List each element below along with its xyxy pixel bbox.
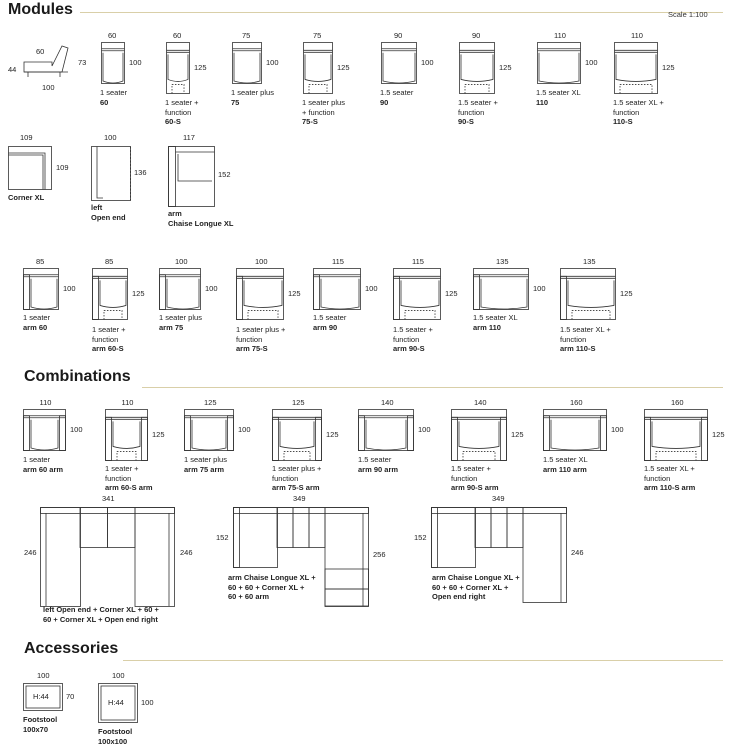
combinations_row1-code-2: arm 75 arm <box>184 464 225 474</box>
combo-1-width: 349 <box>293 494 306 503</box>
open-end-depth: 136 <box>134 168 147 177</box>
armrest-right <box>142 417 148 460</box>
combinations_row1-label-0: 1 seater <box>23 455 51 464</box>
modules_row3-caption-3 <box>236 325 285 354</box>
modules_row1-depth-5: 125 <box>499 63 512 72</box>
modules_row3-drawing-3 <box>236 268 284 320</box>
modules_row1-caption-6 <box>536 88 581 107</box>
modules_row3-label-1: 1 seater + <box>92 325 126 334</box>
footstool-code-1: 100x100 <box>98 736 128 746</box>
combinations_row1-caption-2 <box>184 455 227 474</box>
footstool-width-1: 100 <box>112 671 125 680</box>
modules_row1-drawing-4 <box>381 42 417 84</box>
armrest-left <box>561 276 567 319</box>
modules_row1-sublabel-5: function <box>458 107 485 117</box>
combinations_row1-drawing-1 <box>105 409 148 461</box>
modules_row3-caption-6 <box>473 313 518 332</box>
footstool-label-0: Footstool <box>23 715 58 724</box>
modules_row1-depth-4: 100 <box>421 58 434 67</box>
function-extension <box>117 451 136 460</box>
footstool-caption-0 <box>23 715 57 734</box>
combinations_row1-drawing-4 <box>358 409 414 451</box>
modules_row1-code-5: 90-S <box>458 117 474 126</box>
modules_row3-drawing-1 <box>92 268 128 320</box>
combinations_row1-caption-0 <box>23 455 63 474</box>
combo-0-width: 341 <box>102 494 115 503</box>
function-extension <box>104 310 122 319</box>
combo-2-label-1: arm Chaise Longue XL + <box>432 573 520 582</box>
combo-1-depth-right: 256 <box>373 550 386 559</box>
modules_row3-code-1: arm 60-S <box>92 344 124 353</box>
chaise-code: Chaise Longue XL <box>168 218 234 228</box>
combinations_row1-code-5: arm 90-S arm <box>451 483 499 492</box>
corner-width: 109 <box>20 133 33 142</box>
modules_row3-code-5: arm 90-S <box>393 344 425 353</box>
footstool-depth-0: 70 <box>66 692 75 701</box>
combinations_row1-label-7: 1.5 seater XL + <box>644 464 695 473</box>
armrest-left <box>394 276 400 319</box>
armrest-left <box>93 276 99 319</box>
modules_row1-label-1: 1 seater + <box>165 98 199 107</box>
combinations_row1-code-4: arm 90 arm <box>358 464 399 474</box>
modules_row3-caption-5 <box>393 325 433 354</box>
layout-chaise-arm <box>432 508 438 568</box>
side-width: 60 <box>36 47 45 56</box>
combinations_row1-label-5: 1.5 seater + <box>451 464 491 473</box>
modules_row3-label-2: 1 seater plus <box>159 313 202 322</box>
modules_row3-drawing-0 <box>23 268 59 310</box>
seat-cushion <box>459 421 499 448</box>
scale-label: Scale 1:100 <box>668 10 708 19</box>
modules_row3-depth-4: 100 <box>365 284 378 293</box>
modules_row3-code-4: arm 90 <box>313 322 338 332</box>
combinations_row1-caption-3 <box>272 464 321 493</box>
armrest-left <box>24 275 30 310</box>
combo-2-label-3: Open end right <box>432 592 486 601</box>
seat-cushion <box>321 279 359 309</box>
combo-2-depth-right: 246 <box>571 548 584 557</box>
seat-cushion <box>551 420 599 450</box>
modules_row1-code-3: 75-S <box>302 117 318 126</box>
modules_row1-depth-0: 100 <box>129 58 142 67</box>
open-end-label: left <box>91 203 103 212</box>
armrest-left <box>474 275 480 310</box>
modules_row3-caption-7 <box>560 325 611 354</box>
combinations_row1-code-7: arm 110-S arm <box>644 483 696 492</box>
combinations_row1-caption-4 <box>358 455 398 474</box>
modules_row1-code-6: 110 <box>536 97 549 107</box>
modules_row3-depth-1: 125 <box>132 289 145 298</box>
layout-chaise-arm <box>234 508 240 568</box>
modules_row1-code-0: 60 <box>100 97 109 107</box>
combinations_row1-depth-0: 100 <box>70 425 83 434</box>
combinations_row1-sublabel-3: function <box>272 473 299 483</box>
modules_row1-code-4: 90 <box>380 97 389 107</box>
corner-backrest <box>9 153 46 190</box>
footstool-depth-1: 100 <box>141 698 154 707</box>
modules_row3-depth-6: 100 <box>533 284 546 293</box>
function-extension <box>465 84 489 93</box>
open-end-drawing <box>91 146 131 201</box>
modules_row3-sublabel-5: function <box>393 334 420 344</box>
corner-caption <box>8 193 44 203</box>
combinations_row1-depth-1: 125 <box>152 430 165 439</box>
chaise-drawing <box>168 146 215 207</box>
modules_row3-sublabel-1: function <box>92 334 119 344</box>
combinations_row1-label-4: 1.5 seater <box>358 455 392 464</box>
combinations-divider <box>142 387 723 388</box>
modules_row1-sublabel-7: function <box>613 107 640 117</box>
modules-divider <box>80 12 723 13</box>
combinations_row1-label-6: 1.5 seater XL <box>543 455 588 464</box>
seat-cushion <box>31 420 58 450</box>
modules_row1-label-0: 1 seater <box>100 88 128 97</box>
corner-code: Corner XL <box>8 193 45 202</box>
combinations_row1-width-6: 160 <box>570 398 583 407</box>
footstool-height-0: H:44 <box>33 692 49 701</box>
combo-0-caption <box>43 605 159 624</box>
combinations_row1-caption-1 <box>105 464 153 493</box>
combinations_row1-depth-6: 100 <box>611 425 624 434</box>
side-view-drawing <box>22 44 70 80</box>
modules_row3-code-0: arm 60 <box>23 322 48 332</box>
seat-cushion <box>461 54 493 81</box>
armrest-left <box>160 275 166 310</box>
seat-cushion <box>113 421 140 448</box>
modules_row1-width-7: 110 <box>631 31 643 40</box>
combinations_row1-width-0: 110 <box>39 398 52 407</box>
modules_row1-drawing-6 <box>537 42 581 84</box>
seat-cushion <box>568 280 614 307</box>
seat-cushion <box>539 53 579 83</box>
modules_row1-drawing-0 <box>101 42 125 84</box>
modules_row1-caption-3 <box>302 98 345 127</box>
armrest-right <box>408 416 414 451</box>
chaise-width: 117 <box>183 133 195 142</box>
modules_row1-width-1: 60 <box>173 31 182 40</box>
combo-1-caption <box>228 573 316 602</box>
combo-2-depth-left: 152 <box>414 533 427 542</box>
chaise-cushion <box>178 154 212 181</box>
combinations_row1-depth-5: 125 <box>511 430 524 439</box>
function-extension <box>656 451 696 460</box>
combinations_row1-drawing-2 <box>184 409 234 451</box>
modules_row3-caption-0 <box>23 313 50 332</box>
combo-0-label-1: left Open end + Corner XL + 60 + <box>43 605 159 614</box>
modules_row3-width-7: 135 <box>583 257 596 266</box>
modules_row3-label-6: 1.5 seater XL <box>473 313 518 322</box>
modules_row1-sublabel-1: function <box>165 107 192 117</box>
seat-cushion <box>481 279 527 309</box>
modules_row1-drawing-3 <box>303 42 333 94</box>
combinations_row1-sublabel-7: function <box>644 473 671 483</box>
seat-cushion <box>652 421 700 448</box>
combinations_row1-depth-3: 125 <box>326 430 339 439</box>
modules_row1-label-3: 1 seater plus <box>302 98 345 107</box>
footstool-caption-1 <box>98 727 132 746</box>
seat-cushion <box>280 421 314 448</box>
function-extension <box>620 84 652 93</box>
combo-0-depth-right: 246 <box>180 548 193 557</box>
combinations_row1-label-3: 1 seater plus + <box>272 464 322 473</box>
modules_row1-caption-7 <box>613 98 664 127</box>
combo-0-depth-left: 246 <box>24 548 37 557</box>
modules_row3-width-5: 115 <box>412 257 424 266</box>
layout-right-section <box>325 508 369 607</box>
chaise-caption <box>168 209 233 228</box>
modules_row1-drawing-2 <box>232 42 262 84</box>
combinations-heading: Combinations <box>24 368 131 385</box>
modules_row1-depth-3: 125 <box>337 63 350 72</box>
modules_row3-caption-4 <box>313 313 346 332</box>
armrest-right <box>228 416 234 451</box>
armrest-left <box>237 276 243 319</box>
modules_row1-caption-2 <box>231 88 274 107</box>
layout-right-section <box>523 508 567 603</box>
side-height-back: 73 <box>78 58 87 67</box>
modules_row3-width-3: 100 <box>255 257 268 266</box>
modules-heading: Modules <box>8 1 73 18</box>
function-extension <box>284 451 310 460</box>
modules_row3-label-4: 1.5 seater <box>313 313 347 322</box>
combinations_row1-code-1: arm 60-S arm <box>105 483 153 492</box>
combo-1-label-2: 60 + 60 + Corner XL + <box>228 582 305 592</box>
combinations_row1-width-7: 160 <box>671 398 684 407</box>
armrest-left <box>24 416 30 451</box>
combo-0-label-2: 60 + Corner XL + Open end right <box>43 614 158 624</box>
modules_row3-width-1: 85 <box>105 257 114 266</box>
corner-depth: 109 <box>56 163 69 172</box>
armrest-left <box>185 416 191 451</box>
layout-chaise <box>432 508 476 568</box>
modules_row1-code-1: 60-S <box>165 117 181 126</box>
modules_row3-width-0: 85 <box>36 257 45 266</box>
layout-backrest <box>234 508 369 514</box>
combinations_row1-code-3: arm 75-S arm <box>272 483 320 492</box>
modules_row1-caption-5 <box>458 98 498 127</box>
modules_row1-code-2: 75 <box>231 97 240 107</box>
modules_row1-code-7: 110-S <box>613 117 633 126</box>
combo-1-label-3: 60 + 60 arm <box>228 592 270 601</box>
modules_row1-caption-4 <box>380 88 413 107</box>
combo-2-caption <box>432 573 520 602</box>
modules_row3-code-2: arm 75 <box>159 322 184 332</box>
footstool-height-1: H:44 <box>108 698 124 707</box>
open-end-caption <box>91 203 126 222</box>
modules_row3-code-7: arm 110-S <box>560 344 596 353</box>
armrest-left <box>645 417 651 460</box>
combinations_row1-code-6: arm 110 arm <box>543 464 587 474</box>
combination-layout-0 <box>40 507 175 607</box>
combinations_row1-caption-6 <box>543 455 588 474</box>
seat-cushion <box>100 280 126 307</box>
seat-cushion <box>103 53 123 83</box>
modules_row1-depth-2: 100 <box>266 58 279 67</box>
combinations_row1-drawing-0 <box>23 409 66 451</box>
accessories-divider <box>123 660 723 661</box>
modules_row3-label-5: 1.5 seater + <box>393 325 433 334</box>
modules_row1-sublabel-3: + function <box>302 107 335 117</box>
armrest-right <box>316 417 322 460</box>
armrest-right <box>601 416 607 451</box>
modules_row3-depth-7: 125 <box>620 289 633 298</box>
corner-backrest-inner <box>9 155 44 190</box>
modules_row3-drawing-4 <box>313 268 361 310</box>
combinations_row1-drawing-3 <box>272 409 322 461</box>
modules_row3-label-3: 1 seater plus + <box>236 325 286 334</box>
modules_row3-caption-1 <box>92 325 126 354</box>
combinations_row1-drawing-7 <box>644 409 708 461</box>
combinations_row1-label-2: 1 seater plus <box>184 455 227 464</box>
layout-backrest <box>432 508 567 514</box>
combinations_row1-label-1: 1 seater + <box>105 464 139 473</box>
corner-xl-drawing <box>8 146 52 190</box>
modules_row1-width-5: 90 <box>472 31 481 40</box>
modules_row1-width-3: 75 <box>313 31 322 40</box>
combinations_row1-width-4: 140 <box>381 398 394 407</box>
modules_row3-drawing-2 <box>159 268 201 310</box>
function-extension <box>172 84 184 93</box>
modules_row1-width-2: 75 <box>242 31 251 40</box>
modules_row1-label-5: 1.5 seater + <box>458 98 498 107</box>
modules_row1-width-6: 110 <box>554 31 566 40</box>
combo-2-width: 349 <box>492 494 505 503</box>
side-depth: 100 <box>42 83 55 92</box>
modules_row3-code-3: arm 75-S <box>236 344 268 353</box>
modules_row3-sublabel-7: function <box>560 334 587 344</box>
accessories-heading: Accessories <box>24 640 119 657</box>
seat-cushion <box>168 54 188 81</box>
modules_row3-drawing-5 <box>393 268 441 320</box>
modules_row1-drawing-5 <box>459 42 495 94</box>
seat-cushion <box>401 280 439 307</box>
open-end-code: Open end <box>91 212 126 222</box>
open-end-width: 100 <box>104 133 117 142</box>
chaise-arm <box>169 147 176 207</box>
modules_row1-width-0: 60 <box>108 31 117 40</box>
modules_row3-label-0: 1 seater <box>23 313 51 322</box>
combinations_row1-depth-2: 100 <box>238 425 251 434</box>
layout-right-arm <box>325 589 369 606</box>
armrest-left <box>273 417 279 460</box>
layout-chaise <box>234 508 278 568</box>
armrest-left <box>359 416 365 451</box>
seat-cushion <box>234 53 260 83</box>
function-extension <box>405 310 435 319</box>
modules_row3-width-2: 100 <box>175 257 188 266</box>
function-extension <box>309 84 327 93</box>
combinations_row1-width-1: 110 <box>121 398 134 407</box>
combo-1-label-1: arm Chaise Longue XL + <box>228 573 316 582</box>
modules_row3-depth-5: 125 <box>445 289 458 298</box>
seat-cushion <box>383 53 415 83</box>
seat-cushion <box>616 54 656 81</box>
combinations_row1-sublabel-1: function <box>105 473 132 483</box>
modules_row3-label-7: 1.5 seater XL + <box>560 325 611 334</box>
armrest-right <box>60 416 66 451</box>
modules_row1-width-4: 90 <box>394 31 403 40</box>
function-extension <box>463 451 495 460</box>
combinations_row1-depth-7: 125 <box>712 430 725 439</box>
combinations_row1-width-5: 140 <box>474 398 487 407</box>
side-height-seat: 44 <box>8 65 17 74</box>
modules_row3-caption-2 <box>159 313 202 332</box>
chaise-depth: 152 <box>218 170 231 179</box>
layout-right-seat <box>325 569 369 589</box>
modules_row3-sublabel-3: function <box>236 334 263 344</box>
footstool-width-0: 100 <box>37 671 50 680</box>
layout-left-open-end <box>41 508 81 607</box>
seat-cushion <box>192 420 226 450</box>
combinations_row1-width-3: 125 <box>292 398 305 407</box>
footstool-label-1: Footstool <box>98 727 133 736</box>
modules_row3-depth-2: 100 <box>205 284 218 293</box>
combinations_row1-caption-5 <box>451 464 499 493</box>
function-extension <box>572 310 610 319</box>
footstool-code-0: 100x70 <box>23 724 49 734</box>
modules_row3-drawing-7 <box>560 268 616 320</box>
combinations_row1-sublabel-5: function <box>451 473 478 483</box>
layout-right-section <box>135 508 175 607</box>
modules_row1-depth-6: 100 <box>585 58 598 67</box>
seat-cushion <box>305 54 331 81</box>
modules_row1-drawing-1 <box>166 42 190 94</box>
combinations_row1-width-2: 125 <box>204 398 217 407</box>
modules_row1-drawing-7 <box>614 42 658 94</box>
chaise-label: arm <box>168 209 182 218</box>
modules_row3-width-4: 115 <box>332 257 344 266</box>
side-profile <box>24 46 68 72</box>
armrest-left <box>314 275 320 310</box>
combinations_row1-drawing-6 <box>543 409 607 451</box>
combinations_row1-code-0: arm 60 arm <box>23 464 64 474</box>
armrest-right <box>702 417 708 460</box>
open-end-back <box>97 147 103 199</box>
modules_row1-depth-7: 125 <box>662 63 675 72</box>
modules_row1-label-6: 1.5 seater XL <box>536 88 581 97</box>
modules_row3-code-6: arm 110 <box>473 322 501 332</box>
armrest-left <box>452 417 458 460</box>
armrest-right <box>501 417 507 460</box>
modules_row3-drawing-6 <box>473 268 529 310</box>
armrest-left <box>544 416 550 451</box>
function-extension <box>248 310 278 319</box>
combinations_row1-depth-4: 100 <box>418 425 431 434</box>
modules_row1-depth-1: 125 <box>194 63 207 72</box>
combo-2-label-2: 60 + 60 + Corner XL + <box>432 582 509 592</box>
modules_row3-width-6: 135 <box>496 257 509 266</box>
modules_row3-depth-3: 125 <box>288 289 301 298</box>
seat-cushion <box>31 279 57 309</box>
modules_row1-caption-1 <box>165 98 199 127</box>
modules_row1-label-4: 1.5 seater <box>380 88 414 97</box>
modules_row3-depth-0: 100 <box>63 284 76 293</box>
modules_row1-caption-0 <box>100 88 127 107</box>
seat-cushion <box>167 279 199 309</box>
modules_row1-label-7: 1.5 seater XL + <box>613 98 664 107</box>
seat-cushion <box>366 420 406 450</box>
modules_row1-label-2: 1 seater plus <box>231 88 274 97</box>
armrest-left <box>106 417 112 460</box>
seat-cushion <box>244 280 282 307</box>
combo-1-depth-left: 152 <box>216 533 229 542</box>
combinations_row1-drawing-5 <box>451 409 507 461</box>
combinations_row1-caption-7 <box>644 464 695 493</box>
